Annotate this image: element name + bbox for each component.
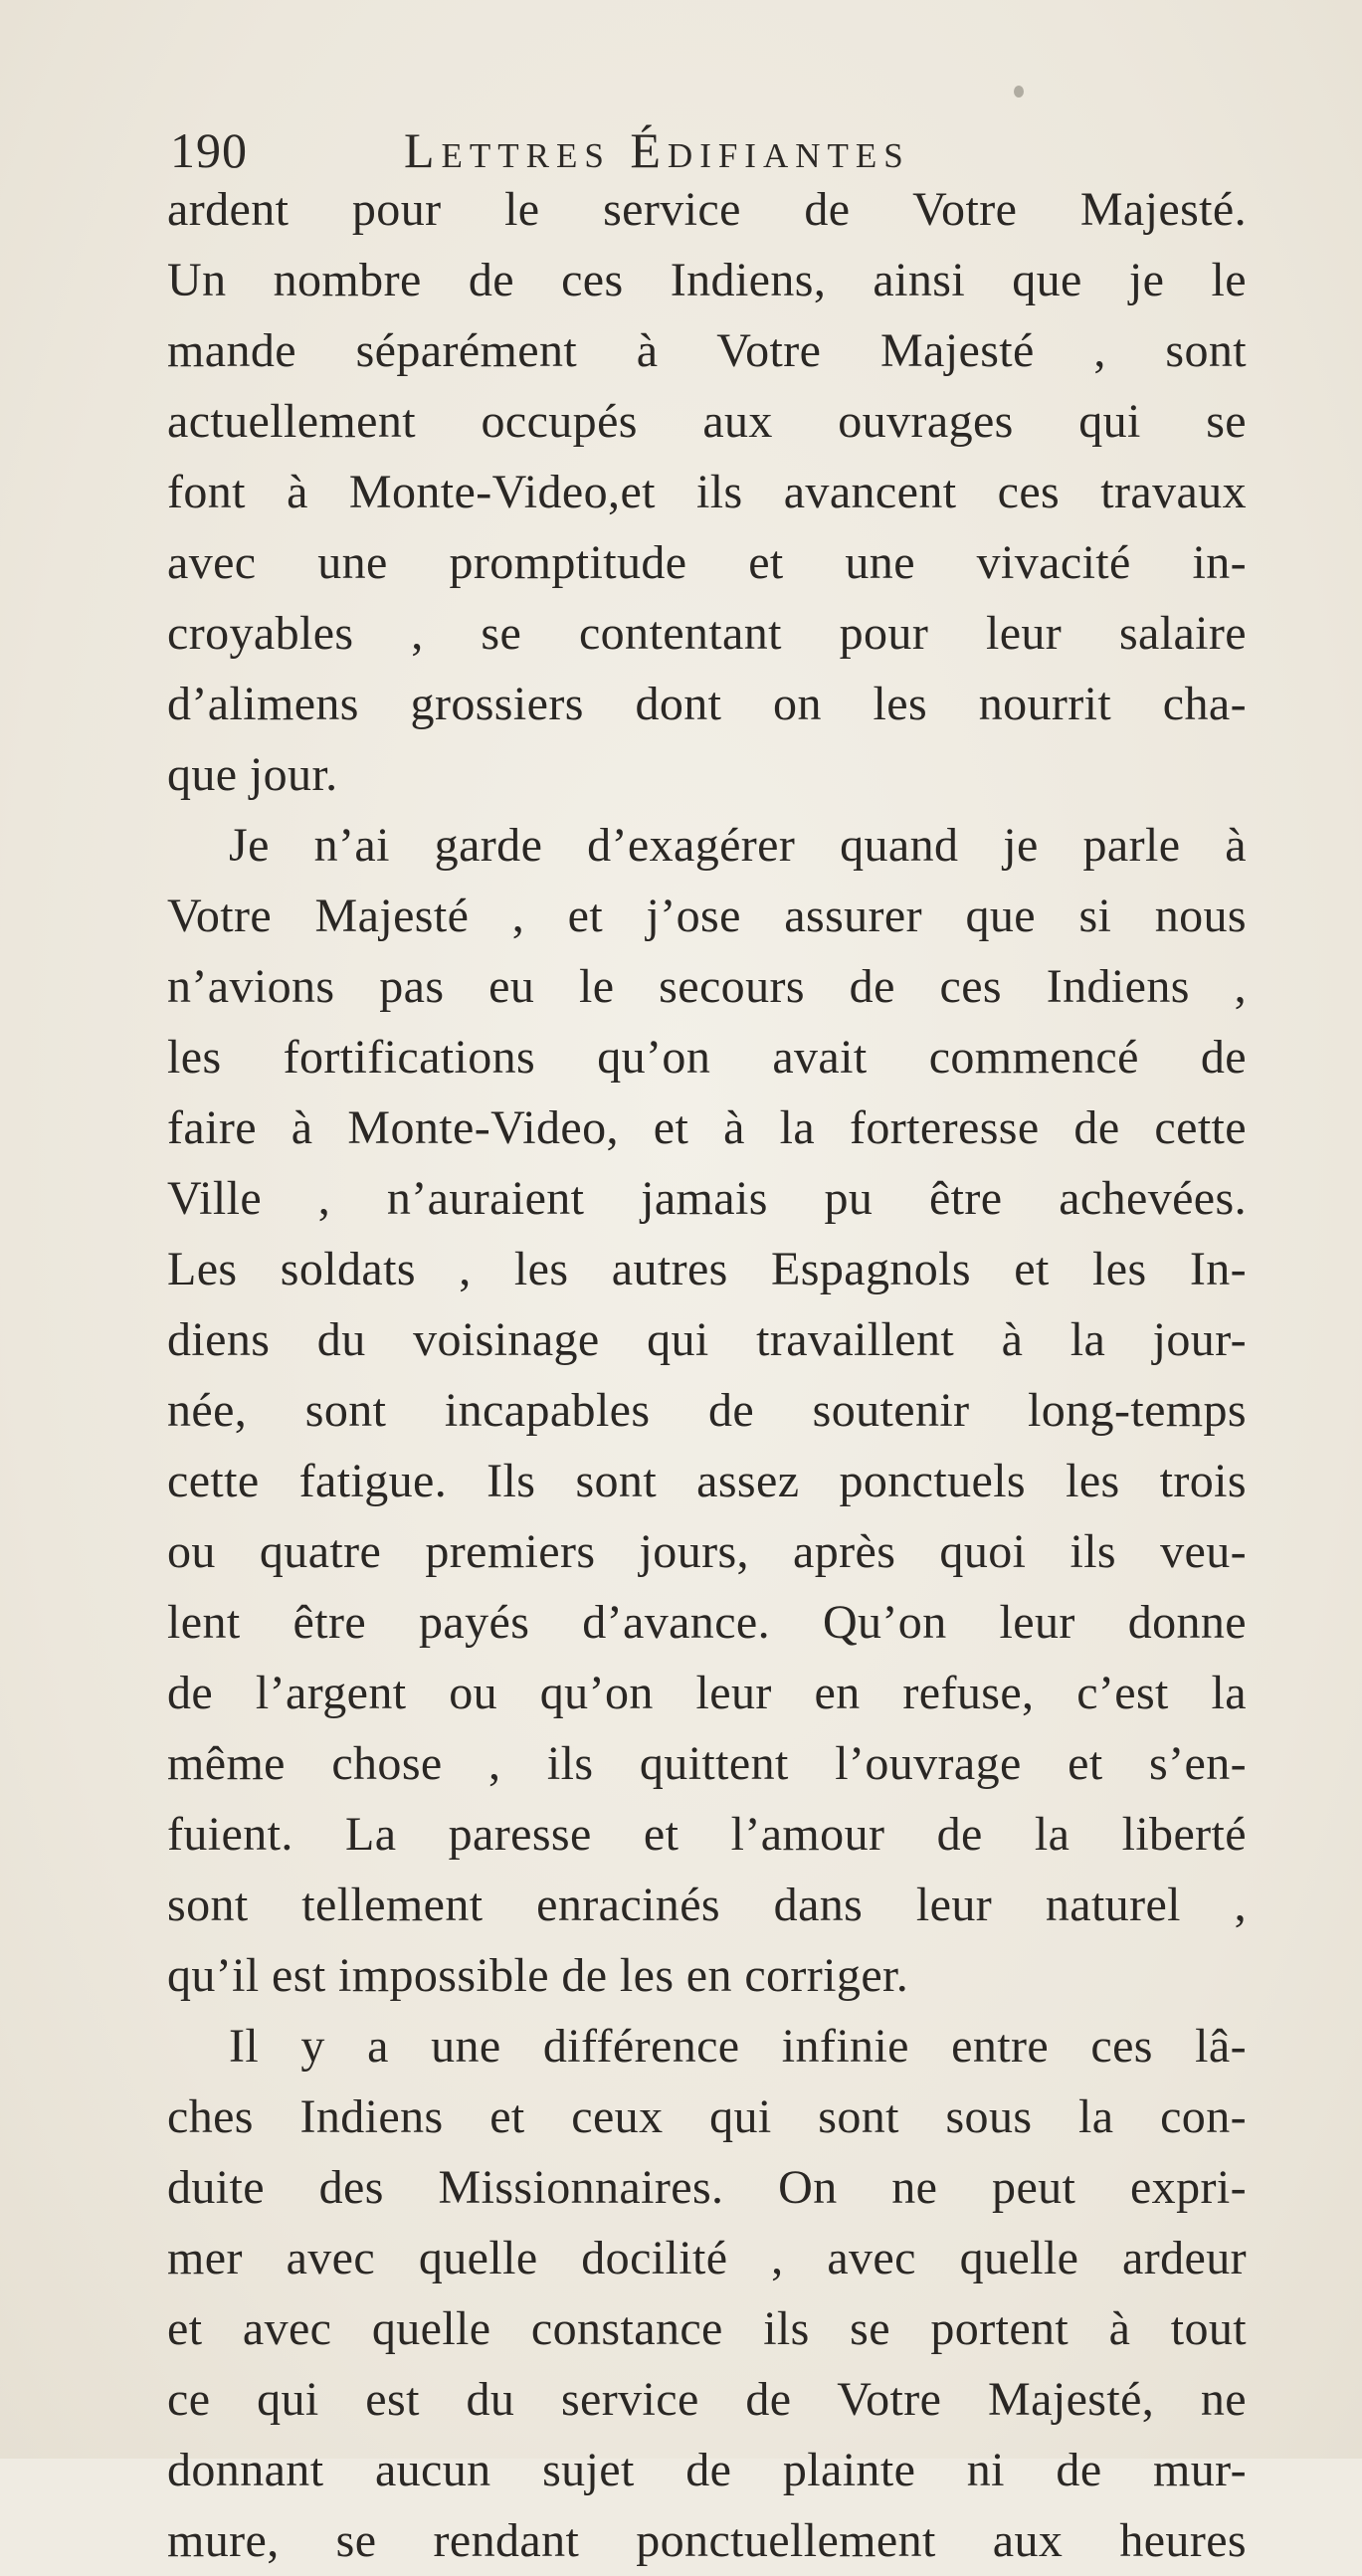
text-line: cette fatigue. Ils sont assez ponctuels les trois — [167, 1455, 1247, 1507]
text-line: faire à Monte-Video, et à la forteresse de cette — [167, 1101, 1247, 1154]
text-line: Un nombre de ces Indiens, ainsi que je le — [167, 254, 1247, 306]
text-line: qu’il est impossible de les en corriger. — [167, 1949, 909, 2002]
text-line: actuellement occupés aux ouvrages qui se — [167, 395, 1247, 448]
text-line: ches Indiens et ceux qui sont sous la con- — [167, 2090, 1247, 2143]
text-line: ardent pour le service de Votre Majesté. — [167, 183, 1247, 236]
text-line: et avec quelle constance ils se portent à tout — [167, 2302, 1247, 2355]
text-line: mure, se rendant ponctuellement aux heures — [167, 2514, 1247, 2567]
text-line: Je n’ai garde d’exagérer quand je parle à — [229, 819, 1247, 872]
text-line: Il y a une différence infinie entre ces lâ- — [229, 2020, 1247, 2073]
page-number: 190 — [170, 122, 248, 178]
text-line: fuient. La paresse et l’amour de la liberté — [167, 1808, 1247, 1861]
text-line: même chose , ils quittent l’ouvrage et s’en- — [167, 1737, 1247, 1790]
text-line: n’avions pas eu le secours de ces Indiens , — [167, 960, 1247, 1013]
text-line: de l’argent ou qu’on leur en refuse, c’est la — [167, 1667, 1247, 1719]
text-line: Ville , n’auraient jamais pu être achevées. — [167, 1172, 1247, 1225]
text-line: née, sont incapables de soutenir long-temps — [167, 1384, 1247, 1437]
text-line: que jour. — [167, 748, 338, 801]
text-line: duite des Missionnaires. On ne peut expri- — [167, 2161, 1247, 2214]
text-line: ou quatre premiers jours, après quoi ils veu- — [167, 1525, 1247, 1578]
text-line: ce qui est du service de Votre Majesté, ne — [167, 2373, 1247, 2426]
text-line: lent être payés d’avance. Qu’on leur donne — [167, 1596, 1247, 1649]
text-line: diens du voisinage qui travaillent à la jour- — [167, 1313, 1247, 1366]
text-line: croyables , se contentant pour leur salaire — [167, 607, 1247, 660]
text-line: mer avec quelle docilité , avec quelle ardeur — [167, 2232, 1247, 2284]
text-line: les fortifications qu’on avait commencé de — [167, 1031, 1247, 1084]
text-line: d’alimens grossiers dont on les nourrit cha- — [167, 678, 1247, 730]
text-line: Votre Majesté , et j’ose assurer que si nous — [167, 890, 1247, 942]
text-line: Les soldats , les autres Espagnols et les In- — [167, 1243, 1247, 1295]
text-line: avec une promptitude et une vivacité in- — [167, 536, 1247, 589]
body-text — [167, 174, 1247, 2576]
ink-speck — [1014, 86, 1024, 98]
text-line: font à Monte-Video,et ils avancent ces travaux — [167, 466, 1247, 518]
running-head: Lettres Édifiantes — [404, 122, 910, 178]
text-line: sont tellement enracinés dans leur naturel , — [167, 1879, 1247, 1931]
text-line: donnant aucun sujet de plainte ni de mur- — [167, 2444, 1247, 2496]
text-line: mande séparément à Votre Majesté , sont — [167, 324, 1247, 377]
